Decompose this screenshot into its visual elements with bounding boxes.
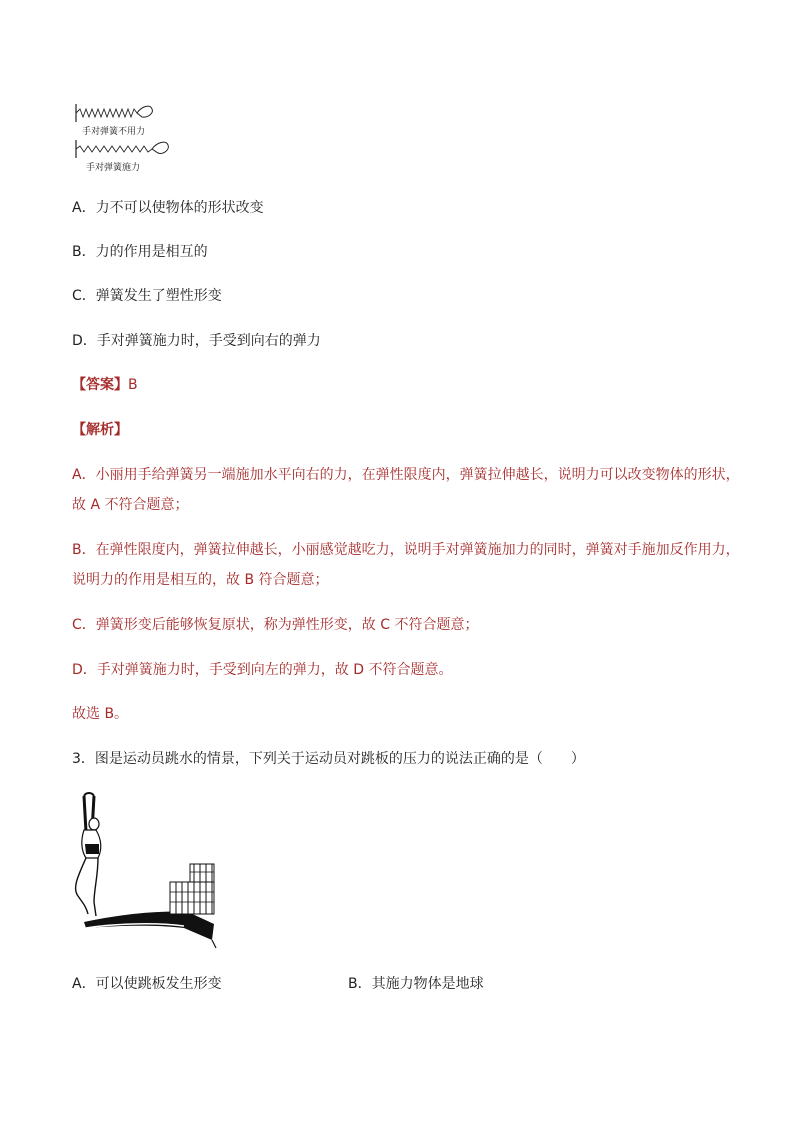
- q3-option-a: A．可以使跳板发生形变: [72, 976, 222, 992]
- analysis-a-line2: 故 A 不符合题意；: [72, 497, 189, 513]
- answer-label: 【答案】: [72, 377, 128, 393]
- q3-option-b: B．其施力物体是地球: [348, 976, 484, 992]
- analysis-a-line1: A．小丽用手给弹簧另一端施加水平向右的力，在弹性限度内，弹簧拉伸越长，说明力可以改变物体的形状，: [72, 467, 740, 483]
- analysis-label: 【解析】: [72, 422, 128, 438]
- q2-option-b: B．力的作用是相互的: [72, 244, 208, 260]
- spring-caption-bottom: 手对弹簧施力: [86, 163, 141, 173]
- analysis-d-line: D．手对弹簧施力时，手受到向左的弹力，故 D 不符合题意。: [72, 662, 453, 678]
- answer-row: [72, 375, 138, 395]
- answer-value: B: [128, 377, 138, 393]
- spring-caption-top: 手对弹簧不用力: [82, 127, 146, 137]
- q3-stem: 3．图是运动员跳水的情景，下列关于运动员对跳板的压力的说法正确的是（ ）: [72, 751, 585, 767]
- q2-option-c: C．弹簧发生了塑性形变: [72, 288, 222, 304]
- q2-option-d: D．手对弹簧施力时，手受到向右的弹力: [72, 333, 321, 349]
- spring-figure: [72, 100, 182, 174]
- analysis-conclusion: 故选 B。: [72, 706, 129, 722]
- analysis-b-line2: 说明力的作用是相互的，故 B 符合题意；: [72, 572, 329, 588]
- analysis-b-line1: B．在弹性限度内，弹簧拉伸越长，小丽感觉越吃力，说明手对弹簧施加力的同时，弹簧对手施加反作用力，: [72, 542, 740, 558]
- analysis-c-line: C．弹簧形变后能够恢复原状，称为弹性形变，故 C 不符合题意；: [72, 617, 479, 633]
- q2-option-a: A．力不可以使物体的形状改变: [72, 200, 264, 216]
- diver-figure: [72, 792, 222, 952]
